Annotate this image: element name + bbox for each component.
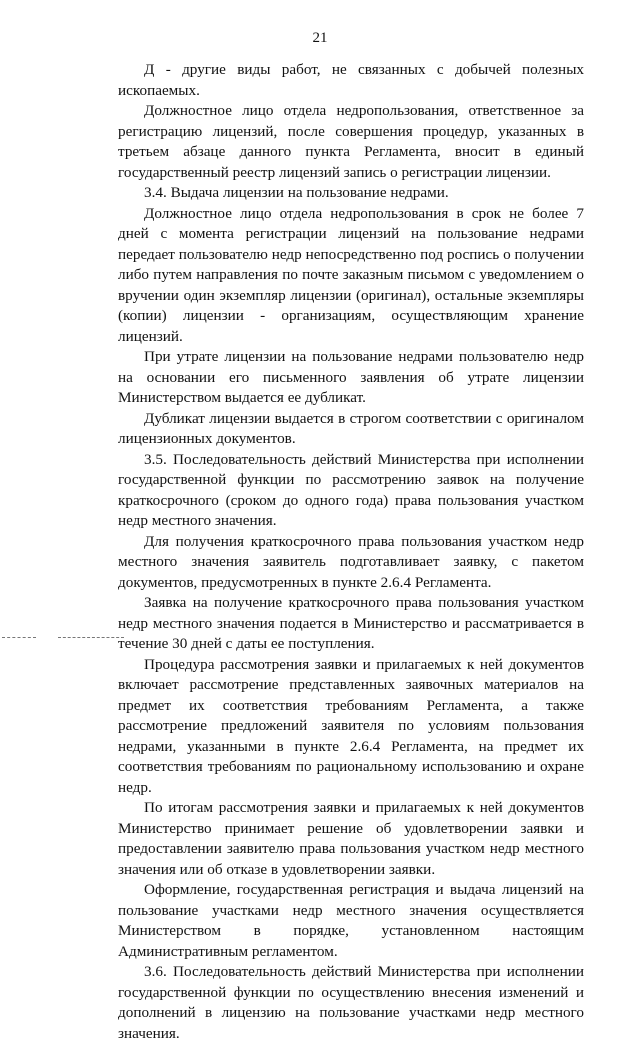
scan-artifact-line — [58, 637, 124, 638]
page-number: 21 — [312, 30, 328, 46]
document-body — [118, 60, 584, 1044]
paragraph-license-loss: При утрате лицензии на пользование недрами пользователю недр на основании его письменного заявления об утрате лицензии Министерством выдается ее дубликат. — [118, 348, 584, 406]
paragraph-decision: По итогам рассмотрения заявки и прилагаемых к ней документов Министерство принимает решение об удовлетворении заявки и предоставлении заявителю права пользования участком недр местного значения или об отказе в удовлетворении заявки. — [118, 799, 584, 878]
paragraph-duplicate: Дубликат лицензии выдается в строгом соответствии с оригиналом лицензионных документов. — [118, 409, 584, 447]
paragraph-item-d: Д - другие виды работ, не связанных с добычей полезных ископаемых. — [118, 61, 584, 99]
paragraph-license-registration: Должностное лицо отдела недропользования, ответственное за регистрацию лицензий, после совершения процедур, указанных в третьем абзаце данного пункта Регламента, вносит в единый государственный реестр лицензий запись о регистрации лицензии. — [118, 102, 584, 181]
section-heading-3-6: 3.6. Последовательность действий Министерства при исполнении государственной функции по осуществлению внесения изменений и дополнений в лицензию на пользование участками недр местного значения. — [118, 963, 584, 1042]
paragraph-license-delivery: Должностное лицо отдела недропользования в срок не более 7 дней с момента регистрации лицензий на пользование недрами передает пользователю недр непосредственно под роспись о получении либо путем направления по почте заказным письмом с уведомлением о вручении один экземпляр лицензии (оригинал), остальные экземпляры (копии) лицензии - организациям, осуществляющим хранение лицензий. — [118, 204, 584, 345]
section-heading-3-4: 3.4. Выдача лицензии на пользование недрами. — [144, 184, 449, 201]
section-heading-3-5: 3.5. Последовательность действий Министерства при исполнении государственной функции по рассмотрению заявок на получение краткосрочного (сроком до одного года) права пользования участком недр местного значения. — [118, 450, 584, 529]
paragraph-review-procedure: Процедура рассмотрения заявки и прилагаемых к ней документов включает рассмотрение представленных заявочных материалов на предмет их соответствия требованиям Регламента, а также рассмотрение предложений заявителя по условиям пользования недрами, указанными в пункте 2.6.4 Регламента, на предмет их соответствия требованиям по рациональному использованию и охране недр. — [118, 655, 584, 796]
paragraph-application-submission: Заявка на получение краткосрочного права пользования участком недр местного значения подается в Министерство и рассматривается в течение 30 дней с даты ее поступления. — [118, 594, 584, 652]
scan-artifact-line — [2, 637, 36, 638]
paragraph-application-prep: Для получения краткосрочного права пользования участком недр местного значения заявитель подготавливает заявку, с пакетом документов, предусмотренных в пункте 2.6.4 Регламента. — [118, 532, 584, 591]
paragraph-issuance: Оформление, государственная регистрация и выдача лицензий на пользование участками недр местного значения осуществляется Министерством в порядке, установленном настоящим Административным регламентом. — [118, 881, 584, 960]
